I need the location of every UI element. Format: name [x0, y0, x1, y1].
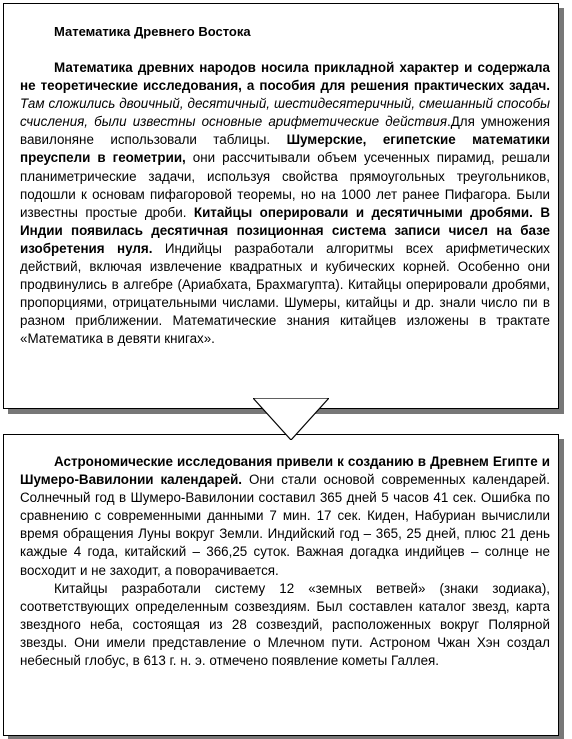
text-bold-2: Шумерские, египетские математики преуспели в геометрии,: [20, 132, 550, 166]
text-bold-3: Китайцы оперировали и десятичными дробями. В Индии появилась десятичная позиционная система записи чисел на базе изобретения нуля.: [20, 204, 551, 256]
math-section-paragraph: [20, 59, 550, 349]
astronomy-section-box: [3, 434, 559, 736]
text-plain-1: .Для умножения вавилоняне использовали таблицы.: [20, 114, 550, 148]
astronomy-paragraph-1: [20, 453, 550, 580]
math-section-title: Математика Древнего Востока: [54, 24, 251, 39]
math-section-box: [3, 3, 559, 409]
down-triangle-arrow-icon: [253, 398, 329, 440]
astronomy-paragraph-2: Китайцы разработали систему 12 «земных ветвей» (знаки зодиака), соответствующих определенным созвездиям. Был составлен каталог звезд, карта звездного неба, состоящая из 28 созвездий, расположенных вокруг Полярной звезды. Они имели представление о Млечном пути. Астроном Чжан Хэн создал небесный глобус, в 613 г. н. э. отмечено появление кометы Галлея.: [20, 580, 550, 669]
text-plain-3: Индийцы разработали алгоритмы всех арифметических действий, включая извлечение квадратных и кубических корней. Особенно они продвинулись в алгебре (Ариабхата, Брахмагупта). Китайцы оперировали дробями, пропорциями, отрицательными числами. Шумеры, китайцы и др. знали число пи в разном приближении. Математические знания китайцев изложены в трактате «Математика в девяти книгах».: [20, 240, 550, 347]
astronomy-text-1: Они стали основой современных календарей. Солнечный год в Шумеро-Вавилонии составил 365 дней 5 часов 41 сек. Ошибка по сравнению с современными данными 7 мин. 17 сек. Киден, Набуриан вычислили время обращения Луны вокруг Земли. Индийский год – 365, 25 дней, плюс 21 день каждые 4 года, китайский – 366,25 суток. Важная догадка индийцев – солнце не восходит и не заходит, а поворачивается.: [20, 472, 550, 578]
astronomy-bold-lead: Астрономические исследования привели к созданию в Древнем Египте и Шумеро-Вавилонии календарей.: [20, 454, 550, 488]
text-italic-1: Там сложились двоичный, десятичный, шестидесятеричный, смешанный способы счисления, были известны основные арифметические действия: [20, 96, 550, 130]
text-bold-1: Математика древних народов носила прикладной характер и содержала не теоретические исследования, а пособия для решения практических задач.: [20, 60, 550, 94]
text-plain-2: они рассчитывали объем усеченных пирамид, решали планиметрические задачи, используя свойства прямоугольных треугольников, подошли к основам пифагоровой теоремы, но на 1000 лет ранее Пифагора. Были известны простые дроби.: [20, 150, 550, 220]
